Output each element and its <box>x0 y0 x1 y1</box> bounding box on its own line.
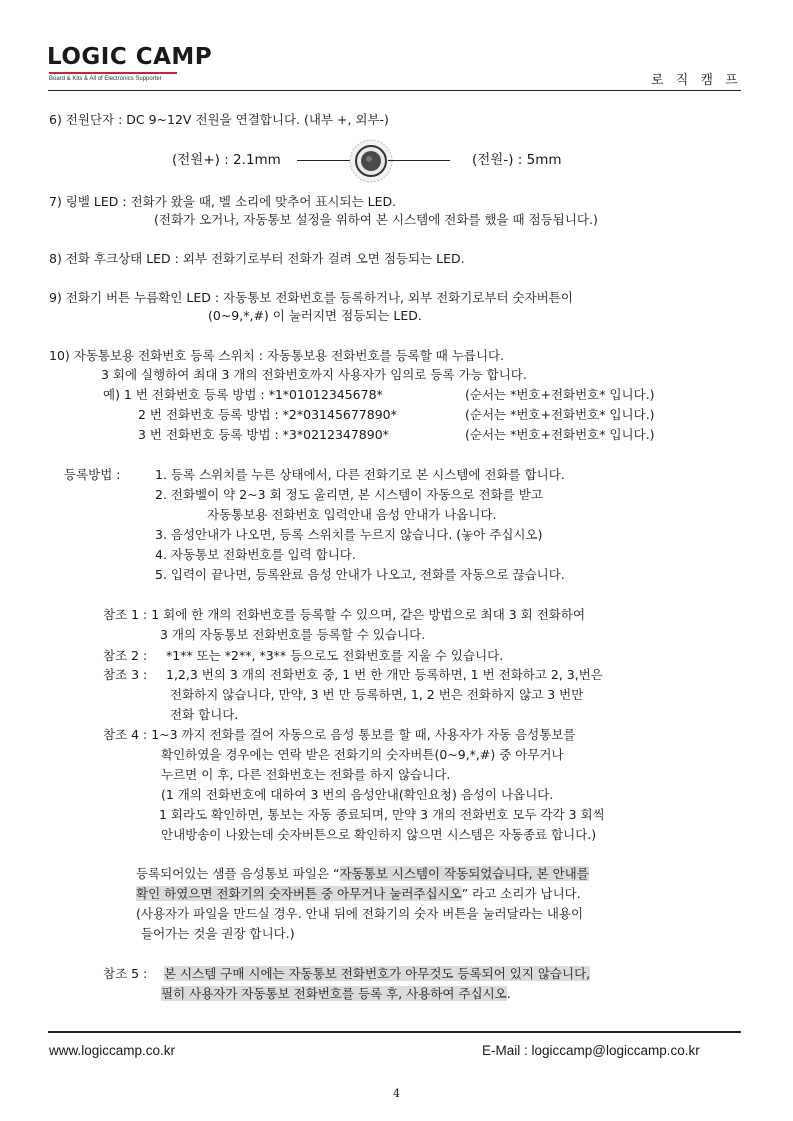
reference-1-line-1: 참조 1 : 1 회에 한 개의 전화번호를 등록할 수 있으며, 같은 방법으로 최대 3 회 전화하여 <box>103 607 586 622</box>
sample-line-1 <box>136 866 589 882</box>
header-rule <box>48 90 741 91</box>
registration-step-2-line-1: 2. 전화벨이 약 2~3 회 정도 울리면, 본 시스템이 자동으로 전화를 받고 <box>155 487 543 502</box>
example-1: 예) 1 번 전화번호 등록 방법 : *1*01012345678* <box>103 387 383 402</box>
footer-website: www.logiccamp.co.kr <box>49 1043 176 1058</box>
footer-email: E-Mail : logiccamp@logiccamp.co.kr <box>482 1043 700 1058</box>
example-2-note: (순서는 *번호+전화번호* 입니다.) <box>465 407 655 422</box>
reference-4-line-6: 안내방송이 나왔는데 숫자버튼으로 확인하지 않으면 시스템은 자동종료 합니다.) <box>161 827 597 842</box>
item-6: 6) 전원단자 : DC 9~12V 전원을 연결합니다. (내부 +, 외부-) <box>49 112 389 127</box>
reference-2-text: *1** 또는 *2**, *3** 등으로도 전화번호를 지울 수 있습니다. <box>166 648 504 663</box>
logo-text: LOGIC CAMP <box>47 44 213 70</box>
reference-5-line-2-end: . <box>506 986 511 1001</box>
power-minus-label: (전원-) : 5mm <box>472 152 562 168</box>
item-7-line-1: 7) 링벨 LED : 전화가 왔을 때, 벨 소리에 맞추어 표시되는 LED. <box>49 194 397 209</box>
reference-5-label: 참조 5 : <box>103 966 148 981</box>
reference-3-line-3: 전화 합니다. <box>170 707 239 722</box>
sample-quote-part-1: 자동통보 시스템이 작동되었습니다, 본 안내를 <box>339 866 589 881</box>
registration-step-3: 3. 음성안내가 나오면, 등록 스위치를 누르지 않습니다. (놓아 주십시오) <box>155 527 543 542</box>
logo-red-rule <box>49 72 177 74</box>
reference-4-line-1: 참조 4 : 1~3 까지 전화를 걸어 자동으로 음성 통보를 할 때, 사용자가 자동 음성통보를 <box>103 727 576 742</box>
registration-step-2-line-2: 자동통보용 전화번호 입력안내 음성 안내가 나옵니다. <box>207 507 497 522</box>
reference-4-line-2: 확인하였을 경우에는 연락 받은 전화기의 숫자버튼(0~9,*,#) 중 아무거나 <box>161 747 564 762</box>
reference-5-line-2 <box>161 986 511 1002</box>
reference-5-line-2-text: 필히 사용자가 자동통보 전화번호를 등록 후, 사용하여 주십시오 <box>161 986 507 1001</box>
sample-line-4: 들어가는 것을 권장 합니다.) <box>141 926 295 941</box>
power-jack-icon <box>346 136 396 186</box>
reference-1-line-2: 3 개의 자동통보 전화번호를 등록할 수 있습니다. <box>160 627 426 642</box>
reference-2-label: 참조 2 : <box>103 648 148 663</box>
item-7-line-2: (전화가 오거나, 자동통보 설정을 위하여 본 시스템에 전화를 했을 때 점등됩니다.) <box>154 212 598 227</box>
page-number: 4 <box>393 1087 400 1100</box>
registration-step-1: 1. 등록 스위치를 누른 상태에서, 다른 전화기로 본 시스템에 전화를 합니다. <box>155 467 565 482</box>
reference-3-line-1: 1,2,3 번의 3 개의 전화번호 중, 1 번 한 개만 등록하면, 1 번 전화하고 2, 3,번은 <box>166 667 603 682</box>
registration-step-4: 4. 자동통보 전화번호를 입력 합니다. <box>155 547 356 562</box>
reference-4-line-5: 1 회라도 확인하면, 통보는 자동 종료되며, 만약 3 개의 전화번호 모두 각각 3 회씩 <box>159 807 605 822</box>
sample-line-1-prefix: 등록되어있는 샘플 음성통보 파일은 “ <box>136 866 340 881</box>
registration-label: 등록방법 : <box>64 467 121 482</box>
reference-3-line-2: 전화하지 않습니다, 만약, 3 번 만 등록하면, 1, 2 번은 전화하지 않고 3 번만 <box>170 687 584 702</box>
example-3-note: (순서는 *번호+전화번호* 입니다.) <box>465 427 655 442</box>
item-10-line-2: 3 회에 실행하여 최대 3 개의 전화번호까지 사용자가 임의로 등록 가능 합니다. <box>101 367 527 382</box>
footer-rule <box>48 1031 741 1033</box>
reference-5-line-1-text: 본 시스템 구매 시에는 자동통보 전화번호가 아무것도 등록되어 있지 않습니다, <box>164 966 591 981</box>
power-plus-label: (전원+) : 2.1mm <box>172 152 281 168</box>
item-9-line-1: 9) 전화기 버튼 누름확인 LED : 자동통보 전화번호를 등록하거나, 외부 전화기로부터 숫자버튼이 <box>49 290 573 305</box>
reference-4-line-4: (1 개의 전화번호에 대하여 3 번의 음성안내(확인요청) 음성이 나옵니다. <box>161 787 554 802</box>
header-right-title: 로 직 캠 프 <box>651 73 742 88</box>
power-minus-arrow-line <box>388 160 450 161</box>
reference-3-label: 참조 3 : <box>103 667 148 682</box>
sample-quote-part-2: 확인 하였으면 전화기의 숫자버튼 중 아무거나 눌러주십시오 <box>136 886 462 901</box>
example-2: 2 번 전화번호 등록 방법 : *2*03145677890* <box>138 407 397 422</box>
sample-line-2-suffix: ” 라고 소리가 납니다. <box>461 886 581 901</box>
sample-line-3: (사용자가 파일을 만드실 경우. 안내 뒤에 전화기의 숫자 버튼을 눌러달라는 내용이 <box>136 906 584 921</box>
logo-tagline: Board & Kits & All of Electronics Supporter <box>49 76 162 82</box>
example-3: 3 번 전화번호 등록 방법 : *3*0212347890* <box>138 427 389 442</box>
reference-5-line-1 <box>164 966 590 982</box>
registration-step-5: 5. 입력이 끝나면, 등록완료 음성 안내가 나오고, 전화를 자동으로 끊습니다. <box>155 567 565 582</box>
item-8: 8) 전화 후크상태 LED : 외부 전화기로부터 전화가 걸려 오면 점등되는 LED. <box>49 251 465 266</box>
example-1-note: (순서는 *번호+전화번호* 입니다.) <box>465 387 655 402</box>
item-10-line-1: 10) 자동통보용 전화번호 등록 스위치 : 자동통보용 전화번호를 등록할 때 누릅니다. <box>49 348 505 363</box>
reference-4-line-3: 누르면 이 후, 다른 전화번호는 전화를 하지 않습니다. <box>161 767 451 782</box>
item-9-line-2: (0~9,*,#) 이 눌러지면 점등되는 LED. <box>208 308 422 323</box>
sample-line-2 <box>136 886 581 902</box>
